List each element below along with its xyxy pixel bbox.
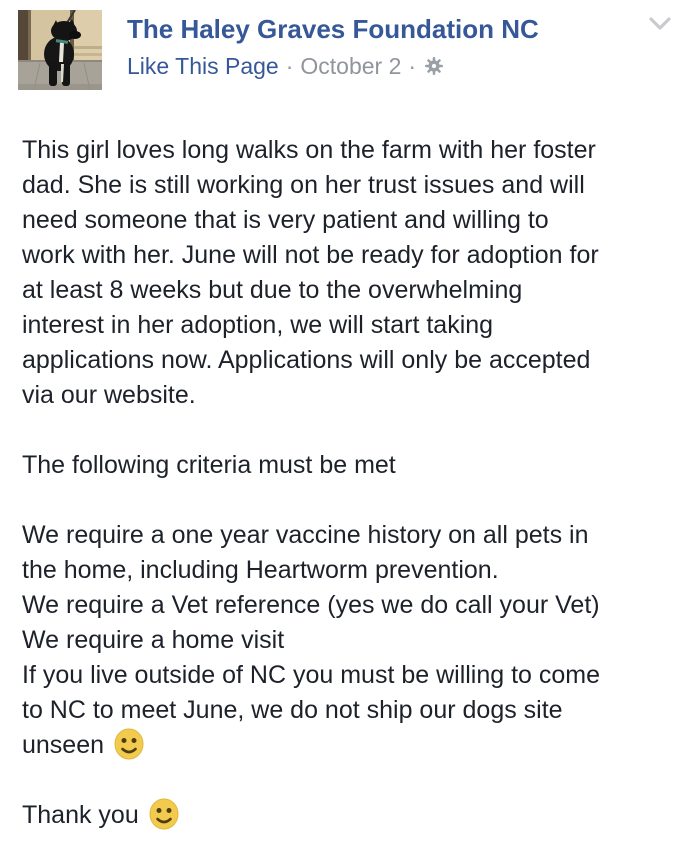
page-name-link[interactable]: The Haley Graves Foundation NC bbox=[127, 14, 539, 44]
post-text-line: We require a home visit bbox=[22, 626, 285, 654]
post-paragraph bbox=[22, 518, 686, 763]
chevron-down-icon[interactable] bbox=[646, 11, 674, 37]
post-paragraph bbox=[22, 133, 686, 413]
post-text-line: at least 8 weeks but due to the overwhelming bbox=[22, 276, 523, 304]
smiley-emoji bbox=[114, 728, 144, 760]
post-text-line: need someone that is very patient and willing to bbox=[22, 206, 549, 234]
post-text-line: interest in her adoption, we will start taking bbox=[22, 311, 494, 339]
meta-separator: · bbox=[408, 53, 417, 79]
smiley-emoji bbox=[149, 798, 179, 830]
post-text-line: This girl loves long walks on the farm with her foster bbox=[22, 136, 596, 164]
post-text-line: to NC to meet June, we do not ship our dogs site bbox=[22, 696, 563, 724]
post-text-line: via our website. bbox=[22, 381, 196, 409]
dog-photo-icon bbox=[18, 10, 102, 90]
gear-icon bbox=[425, 53, 443, 81]
post-text-line: dad. She is still working on her trust issues and will bbox=[22, 171, 585, 199]
page-avatar[interactable] bbox=[18, 10, 102, 90]
post-timestamp[interactable]: October 2 bbox=[300, 53, 402, 79]
post-meta-line bbox=[127, 51, 539, 81]
post-text-line: The following criteria must be met bbox=[22, 451, 396, 479]
like-this-page-link[interactable]: Like This Page bbox=[127, 53, 279, 79]
post-text-line: unseen bbox=[22, 728, 686, 763]
post-text-line: If you live outside of NC you must be willing to come bbox=[22, 661, 601, 689]
post-text-line: We require a one year vaccine history on all pets in bbox=[22, 521, 589, 549]
post-text-line: We require a Vet reference (yes we do call your Vet) bbox=[22, 591, 600, 619]
post-header bbox=[18, 10, 678, 90]
post-body bbox=[22, 133, 686, 833]
header-text bbox=[127, 10, 539, 81]
post-text-line: the home, including Heartworm prevention. bbox=[22, 556, 499, 584]
post-text-line: Thank you bbox=[22, 798, 686, 833]
meta-separator: · bbox=[285, 53, 294, 79]
post-paragraph bbox=[22, 798, 686, 833]
post-text-line: work with her. June will not be ready for adoption for bbox=[22, 241, 599, 269]
post-text-line: applications now. Applications will only be accepted bbox=[22, 346, 591, 374]
post-paragraph bbox=[22, 448, 686, 483]
